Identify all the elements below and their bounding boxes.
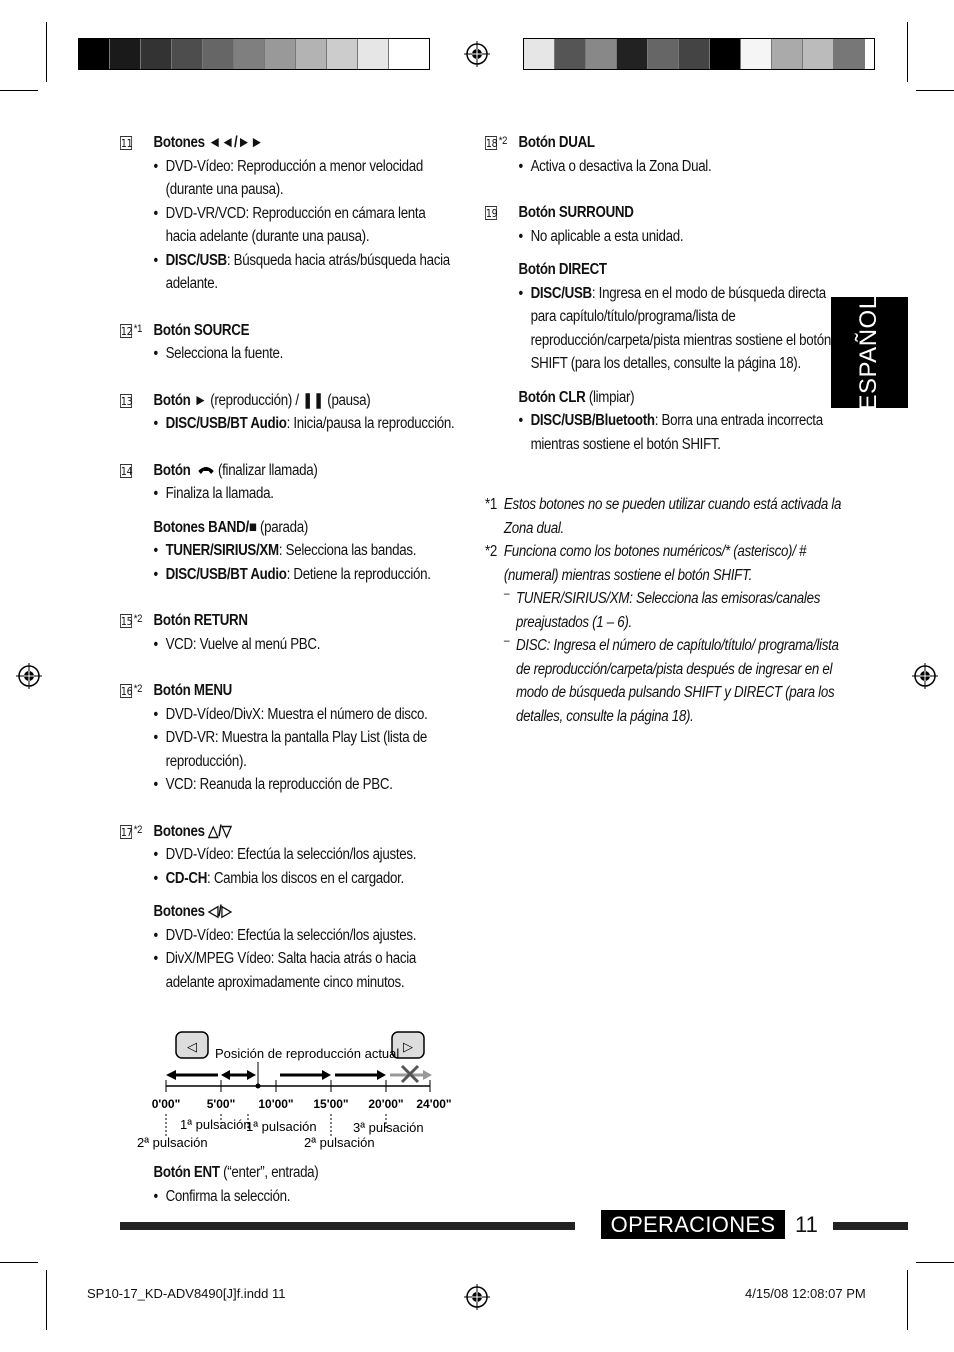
bullet: • Selecciona la fuente. [154, 342, 456, 366]
item-title: Botón ► (reproducción) / ❚❚ (pausa) [153, 391, 371, 409]
right-column [485, 131, 846, 728]
item-up-down [120, 820, 455, 995]
bullet: • CD-CH: Cambia los discos en el cargador. [154, 867, 456, 891]
item-menu [120, 679, 455, 797]
crop-mark [0, 1262, 38, 1263]
skip-forward-glyph: ▷ [403, 1040, 413, 1055]
skip-back-glyph: ◁ [187, 1040, 197, 1055]
color-swatch [358, 39, 389, 69]
bullet: • Activa o desactiva la Zona Dual. [519, 155, 847, 179]
bullet: • DISC/USB/BT Audio: Detiene la reproducción. [154, 563, 456, 587]
language-tab-label: ESPAÑOL [855, 295, 882, 411]
item-return [120, 609, 455, 656]
press-label: 2ª pulsación [304, 1135, 375, 1150]
left-column [120, 131, 455, 994]
bullet: • VCD: Reanuda la reproducción de PBC. [154, 773, 456, 797]
color-swatch [172, 39, 203, 69]
item-title: Botón SOURCE [153, 321, 250, 339]
slug-timestamp: 4/15/08 12:08:07 PM [745, 1286, 866, 1301]
item-number: 11 [120, 137, 133, 150]
item-title: Botones △/▽ [153, 822, 232, 840]
crop-mark [0, 90, 38, 91]
bullet: • DVD-Vídeo: Efectúa la selección/los ajustes. [154, 924, 456, 948]
item-title: Botón RETURN [153, 612, 248, 629]
color-swatch [524, 39, 555, 69]
item-number: 18 [485, 137, 498, 150]
color-swatch [803, 39, 834, 69]
footnote-ref: *2 [133, 613, 143, 625]
language-tab [831, 295, 908, 411]
footnote-ref: *2 [498, 135, 508, 147]
color-swatch [327, 39, 358, 69]
subsection-title: Botón DIRECT [518, 261, 607, 278]
footnotes [485, 493, 846, 728]
subsection-title: Botones ◁/▷ [153, 903, 232, 920]
timeline-tick-labels [152, 1097, 452, 1111]
item-title: Botón ENT (“enter”, entrada) [153, 1164, 319, 1181]
item-ent [120, 1161, 455, 1208]
registration-mark-icon [464, 1284, 490, 1310]
color-swatch [265, 39, 296, 69]
bullet: • DISC/USB/BT Audio: Inicia/pausa la reproducción. [154, 412, 456, 436]
footer-rule-right [833, 1222, 908, 1230]
bullet: • Confirma la selección. [154, 1185, 456, 1209]
color-swatch [648, 39, 679, 69]
color-swatch [234, 39, 265, 69]
color-swatch [710, 39, 741, 69]
current-position-label: Posición de reproducción actual [215, 1046, 400, 1061]
press-label: 2ª pulsación [137, 1135, 208, 1150]
color-swatch [110, 39, 141, 69]
item-number: 13 [120, 394, 133, 408]
item-dual [485, 131, 846, 178]
press-label: 1ª pulsación [246, 1119, 317, 1134]
tick-label: 10'00" [258, 1097, 294, 1111]
item-title: Botón MENU [153, 682, 232, 699]
color-swatch [79, 39, 110, 69]
bullet: • Finaliza la llamada. [154, 482, 456, 506]
bullet: • DVD-VR/VCD: Reproducción en cámara lenta hacia adelante (durante una pausa). [154, 202, 456, 249]
color-swatch [679, 39, 710, 69]
color-calibration-bar-left [78, 38, 430, 70]
footnote-dash-item: – DISC: Ingresa el número de capítulo/título/ programa/lista de reproducción/carpeta/pista después de ingresar en el modo de búsqueda pulsando SHIFT y DIRECT (para los detalles, consulte la página 18). [485, 634, 846, 728]
section-label: OPERACIONES [601, 1210, 785, 1239]
item-number: 19 [485, 207, 498, 220]
disabled-skip-arrowhead [423, 1070, 432, 1080]
tick-label: 20'00" [368, 1097, 404, 1111]
tick-label: 5'00" [206, 1097, 236, 1111]
item-number: 12 [120, 324, 133, 338]
press-label: 1ª pulsación [180, 1117, 251, 1132]
item-title: Botón SURROUND [518, 204, 634, 221]
color-swatch [772, 39, 803, 69]
color-swatch [586, 39, 617, 69]
item-title: Botón (finalizar llamada) [153, 461, 318, 479]
item-title: Botón DUAL [518, 134, 595, 151]
item-number: 17 [120, 825, 133, 839]
subsection-title: Botones BAND/■ (parada) [153, 518, 309, 536]
tick-label: 15'00" [313, 1097, 349, 1111]
bullet: • TUNER/SIRIUS/XM: Selecciona las bandas. [154, 539, 456, 563]
color-swatch [296, 39, 327, 69]
registration-mark-icon [912, 663, 938, 689]
registration-mark-icon [464, 41, 490, 67]
crop-mark [907, 1270, 908, 1330]
press-label: 3ª pulsación [353, 1120, 424, 1135]
item-number: 16 [120, 685, 133, 698]
color-calibration-bar-right [523, 38, 875, 70]
color-swatch [834, 39, 865, 69]
skip-arrows [166, 1070, 386, 1080]
footnote-ref: *2 [133, 683, 143, 695]
bullet: • No aplicable a esta unidad. [519, 225, 847, 249]
slug-filename: SP10-17_KD-ADV8490[J]f.indd 11 [87, 1286, 286, 1301]
current-position-dot [256, 1084, 261, 1089]
color-swatch [555, 39, 586, 69]
color-swatch [389, 39, 420, 69]
registration-mark-icon [16, 663, 42, 689]
footnote: *2 Funciona como los botones numéricos/* (asterisco)/ # (numeral) mientras sostiene el botón SHIFT. [485, 543, 807, 584]
item-number: 14 [120, 464, 133, 478]
color-swatch [203, 39, 234, 69]
press-labels [137, 1117, 424, 1150]
crop-mark [46, 22, 47, 82]
footnote: *1 Estos botones no se pueden utilizar cuando está activada la Zona dual. [485, 496, 842, 537]
bullet: • DVD-Vídeo: Reproducción a menor velocidad (durante una pausa). [154, 155, 456, 202]
color-swatch [617, 39, 648, 69]
item-number: 15 [120, 615, 133, 628]
item-title: Botones ◄◄/►► [153, 134, 264, 151]
crop-mark [46, 1270, 47, 1330]
footnote-ref: *1 [133, 322, 143, 335]
bullet: • DivX/MPEG Vídeo: Salta hacia atrás o hacia adelante aproximadamente cinco minutos. [154, 947, 456, 994]
crop-mark [907, 22, 908, 82]
hang-up-phone-icon [197, 465, 214, 475]
subsection-title: Botón CLR (limpiar) [518, 388, 635, 406]
bullet: • DISC/USB/Bluetooth: Borra una entrada incorrecta mientras sostiene el botón SHIFT. [519, 409, 847, 456]
color-swatch [141, 39, 172, 69]
item-play-pause [120, 389, 455, 436]
tick-label: 0'00" [151, 1097, 181, 1111]
page-number: 11 [795, 1212, 818, 1237]
ent-section [120, 1161, 455, 1208]
bullet: • DVD-Vídeo: Efectúa la selección/los ajustes. [154, 843, 456, 867]
skip-position-diagram [130, 1028, 470, 1158]
item-surround [485, 201, 846, 456]
crop-mark [916, 90, 954, 91]
item-rew-ff [120, 131, 455, 296]
footnote-dash-item: – TUNER/SIRIUS/XM: Selecciona las emisoras/canales preajustados (1 – 6). [485, 587, 846, 634]
bullet: • DISC/USB: Ingresa en el modo de búsqueda directa para capítulo/título/programa/lista de reproducción/carpeta/pista mientras sostiene el botón SHIFT (para los detalles, consulte la página 18). [519, 282, 847, 376]
footer-rule-left [120, 1222, 575, 1230]
bullet: • DVD-VR: Muestra la pantalla Play List (lista de reproducción). [154, 726, 456, 773]
item-end-call [120, 459, 455, 587]
bullet: • VCD: Vuelve al menú PBC. [154, 633, 456, 657]
crop-mark [916, 1262, 954, 1263]
tick-label: 24'00" [416, 1097, 452, 1111]
bullet: • DISC/USB: Búsqueda hacia atrás/búsqueda hacia adelante. [154, 249, 456, 296]
footnote-ref: *2 [133, 823, 143, 836]
item-source [120, 319, 455, 366]
color-swatch [741, 39, 772, 69]
bullet: • DVD-Vídeo/DivX: Muestra el número de disco. [154, 703, 456, 727]
